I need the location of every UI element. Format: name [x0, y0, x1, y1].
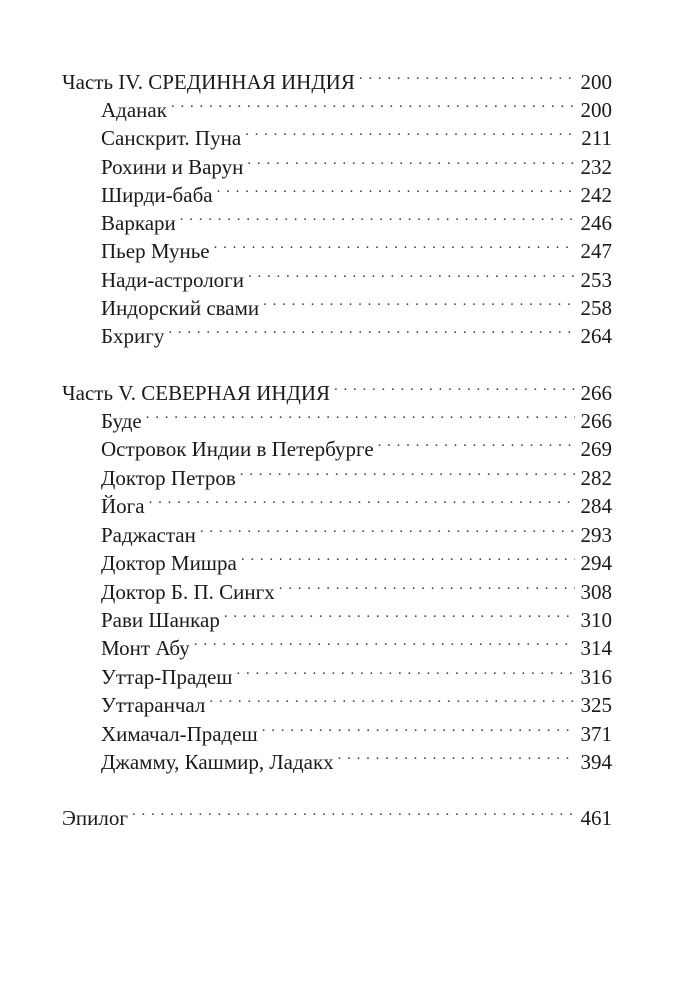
dot-leader: [200, 514, 575, 542]
toc-part-title: Часть V. СЕВЕРНАЯ ИНДИЯ: [62, 381, 331, 405]
dot-leader: [194, 627, 575, 655]
dot-leader: [132, 797, 575, 825]
toc-page-number: 269: [580, 437, 612, 461]
dot-leader: [217, 174, 575, 202]
toc-entry-title: Бхригу: [101, 324, 165, 348]
toc-page-number: 200: [580, 70, 612, 94]
toc-entry-title: Джамму, Кашмир, Ладакх: [101, 750, 334, 774]
toc-page-number: 394: [580, 750, 612, 774]
dot-leader: [214, 230, 575, 258]
toc-entry-title: Аданак: [101, 98, 167, 122]
toc-page-number: 253: [580, 268, 612, 292]
toc-entry-title: Рави Шанкар: [101, 608, 220, 632]
toc-page-number: 461: [580, 806, 612, 830]
dot-leader: [262, 713, 575, 741]
toc-page-number: 310: [580, 608, 612, 632]
toc-page-number: 266: [580, 409, 612, 433]
dot-leader: [236, 656, 574, 684]
dot-leader: [245, 117, 575, 145]
dot-leader: [209, 684, 574, 712]
toc-entry-title: Доктор Петров: [101, 466, 236, 490]
toc-entry-title: Санскрит. Пуна: [101, 126, 242, 150]
toc-page-number: 247: [580, 239, 612, 263]
toc-epilogue-title: Эпилог: [62, 806, 128, 830]
dot-leader: [279, 571, 575, 599]
dot-leader: [171, 89, 575, 117]
toc-entry-title: Уттаранчал: [101, 693, 206, 717]
dot-leader: [149, 485, 575, 513]
toc-page-number: 282: [580, 466, 612, 490]
dot-leader: [334, 372, 574, 400]
dot-leader: [146, 400, 575, 428]
dot-leader: [263, 287, 574, 315]
toc-entry-title: Пьер Мунье: [101, 239, 210, 263]
toc-entry-title: Доктор Б. П. Сингх: [101, 580, 275, 604]
toc-page-number: 284: [580, 494, 612, 518]
toc-page-number: 232: [580, 155, 612, 179]
dot-leader: [359, 61, 575, 89]
toc-part-title: Часть IV. СРЕДИННАЯ ИНДИЯ: [62, 70, 355, 94]
toc-entry-title: Варкари: [101, 211, 176, 235]
dot-leader: [241, 542, 575, 570]
toc-entry-title: Монт Абу: [101, 636, 190, 660]
toc-page-number: 266: [580, 381, 612, 405]
dot-leader: [338, 741, 575, 769]
toc-page-number: 325: [580, 693, 612, 717]
toc-entry-title: Индорский свами: [101, 296, 260, 320]
toc-page-number: 371: [580, 722, 612, 746]
toc-entry-title: Ширди-баба: [101, 183, 213, 207]
toc-entry-title: Уттар-Прадеш: [101, 665, 233, 689]
dot-leader: [378, 428, 575, 456]
toc-page-number: 308: [580, 580, 612, 604]
toc-page-number: 294: [580, 551, 612, 575]
dot-leader: [168, 315, 574, 343]
toc-page-number: 258: [580, 296, 612, 320]
toc-page-number: 242: [580, 183, 612, 207]
toc-entry-title: Доктор Мишра: [101, 551, 237, 575]
toc-entry[interactable]: [101, 741, 612, 776]
toc-epilogue[interactable]: [62, 797, 612, 832]
dot-leader: [247, 146, 574, 174]
toc-entry-title: Нади-астрологи: [101, 268, 245, 292]
toc-page-number: 316: [580, 665, 612, 689]
toc-page-number: 314: [580, 636, 612, 660]
toc-page-number: 200: [580, 98, 612, 122]
toc-entry-title: Раджастан: [101, 523, 196, 547]
toc-entry-title: Рохини и Варун: [101, 155, 244, 179]
toc-entry[interactable]: [101, 315, 612, 350]
dot-leader: [180, 202, 575, 230]
dot-leader: [248, 259, 574, 287]
toc-page-number: 264: [580, 324, 612, 348]
toc-entry-title: Буде: [101, 409, 142, 433]
toc-entry-title: Химачал-Прадеш: [101, 722, 258, 746]
dot-leader: [240, 457, 575, 485]
toc-page-number: 293: [580, 523, 612, 547]
toc-page-number: 246: [580, 211, 612, 235]
toc-entry-title: Йога: [101, 494, 145, 518]
dot-leader: [224, 599, 575, 627]
toc-page-number: 211: [581, 126, 612, 150]
toc-entry-title: Островок Индии в Петербурге: [101, 437, 374, 461]
